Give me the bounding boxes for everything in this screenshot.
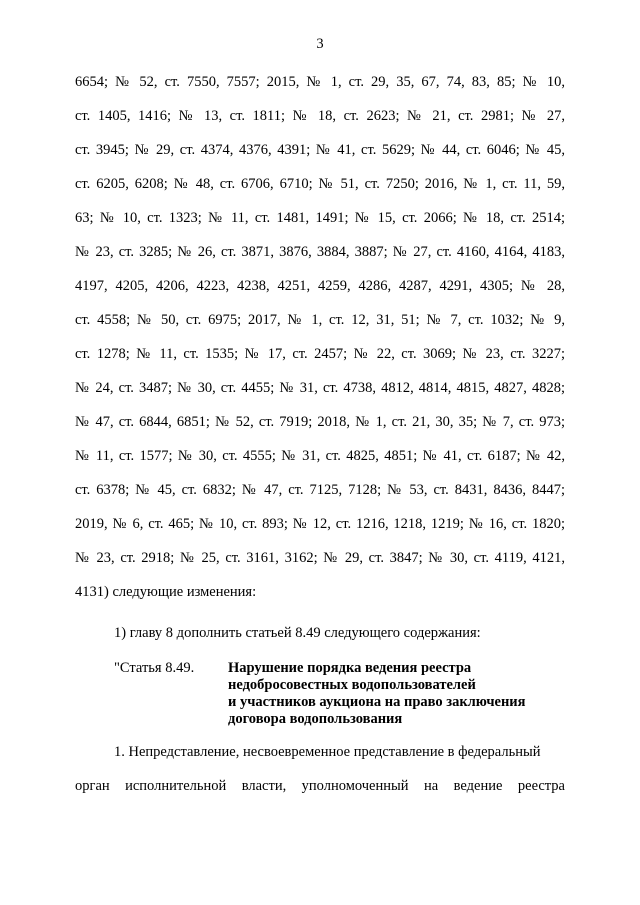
clause-line: орган исполнительной власти, уполномоченный на ведение реестра [75, 778, 565, 794]
references-paragraph [75, 65, 565, 609]
article-title-line: договора водопользования [228, 711, 403, 727]
article-title-line: недобросовестных водопользователей [228, 677, 476, 693]
list-item-1: 1) главу 8 дополнить статьей 8.49 следующего содержания: [114, 625, 481, 641]
article-title-line: Нарушение порядка ведения реестра [228, 660, 472, 676]
article-title [228, 660, 568, 728]
text-line: 6654; № 52, ст. 7550, 7557; 2015, № 1, ст. 29, 35, 67, 74, 83, 85; № 10, [75, 74, 565, 90]
text-line: ст. 1405, 1416; № 13, ст. 1811; № 18, ст. 2623; № 21, ст. 2981; № 27, [75, 108, 565, 124]
text-line: 63; № 10, ст. 1323; № 11, ст. 1481, 1491; № 15, ст. 2066; № 18, ст. 2514; [75, 210, 565, 226]
text-line: ст. 1278; № 11, ст. 1535; № 17, ст. 2457; № 22, ст. 3069; № 23, ст. 3227; [75, 346, 565, 362]
text-line: 2019, № 6, ст. 465; № 10, ст. 893; № 12, ст. 1216, 1218, 1219; № 16, ст. 1820; [75, 516, 565, 532]
article-label: "Статья 8.49. [114, 660, 195, 676]
text-line: ст. 3945; № 29, ст. 4374, 4376, 4391; № 41, ст. 5629; № 44, ст. 6046; № 45, [75, 142, 565, 158]
text-line: № 23, ст. 3285; № 26, ст. 3871, 3876, 3884, 3887; № 27, ст. 4160, 4164, 4183, [75, 244, 565, 260]
text-line: 4131) следующие изменения: [75, 584, 257, 600]
text-line: ст. 4558; № 50, ст. 6975; 2017, № 1, ст. 12, 31, 51; № 7, ст. 1032; № 9, [75, 312, 565, 328]
text-line: № 11, ст. 1577; № 30, ст. 4555; № 31, ст. 4825, 4851; № 41, ст. 6187; № 42, [75, 448, 565, 464]
text-line: ст. 6378; № 45, ст. 6832; № 47, ст. 7125, 7128; № 53, ст. 8431, 8436, 8447; [75, 482, 565, 498]
text-line: № 24, ст. 3487; № 30, ст. 4455; № 31, ст. 4738, 4812, 4814, 4815, 4827, 4828; [75, 380, 565, 396]
clause-line: 1. Непредставление, несвоевременное представление в федеральный [114, 744, 541, 760]
page-number: 3 [316, 36, 324, 52]
article-title-line: и участников аукциона на право заключения [228, 694, 526, 710]
text-line: № 23, ст. 2918; № 25, ст. 3161, 3162; № 29, ст. 3847; № 30, ст. 4119, 4121, [75, 550, 565, 566]
text-line: ст. 6205, 6208; № 48, ст. 6706, 6710; № 51, ст. 7250; 2016, № 1, ст. 11, 59, [75, 176, 565, 192]
text-line: № 47, ст. 6844, 6851; № 52, ст. 7919; 2018, № 1, ст. 21, 30, 35; № 7, ст. 973; [75, 414, 565, 430]
text-line: 4197, 4205, 4206, 4223, 4238, 4251, 4259, 4286, 4287, 4291, 4305; № 28, [75, 278, 565, 294]
